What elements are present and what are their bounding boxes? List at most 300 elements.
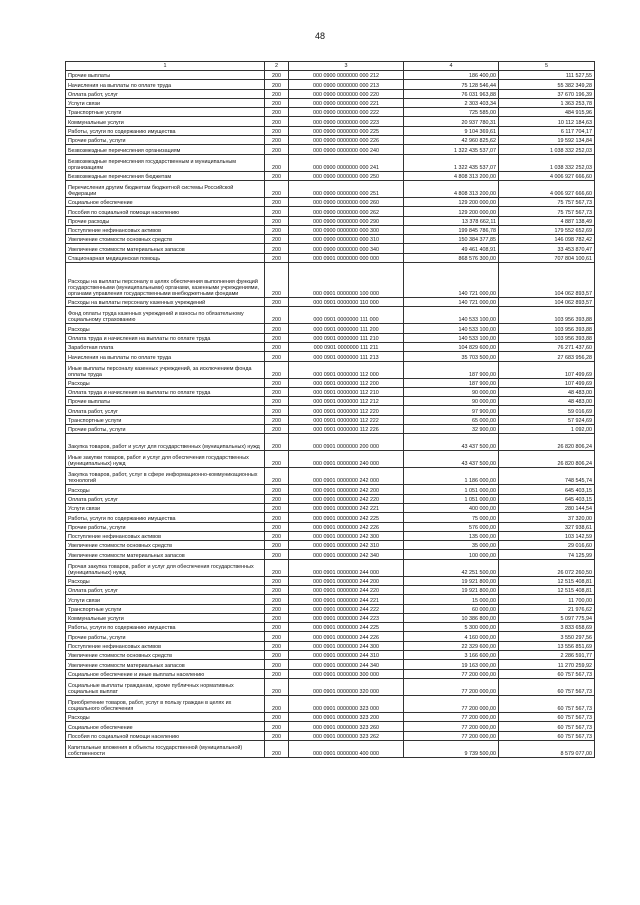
row-kbk: 000 0901 0000000 242 220 bbox=[289, 494, 404, 503]
row-code: 200 bbox=[265, 559, 289, 576]
table-row bbox=[66, 468, 595, 485]
row-value-actual: 146 098 782,42 bbox=[499, 235, 595, 244]
row-value-plan: 140 721 000,00 bbox=[404, 298, 499, 307]
row-code: 200 bbox=[265, 641, 289, 650]
row-value-actual: 60 757 567,73 bbox=[499, 722, 595, 731]
row-code: 200 bbox=[265, 550, 289, 559]
row-value-actual: 1 038 332 252,03 bbox=[499, 154, 595, 171]
row-kbk: 000 0901 0000000 242 000 bbox=[289, 468, 404, 485]
row-value-actual: 76 271 437,60 bbox=[499, 342, 595, 351]
row-kbk: 000 0900 0000000 000 251 bbox=[289, 180, 404, 197]
row-value-actual: 645 403,15 bbox=[499, 485, 595, 494]
row-value-plan: 15 000,00 bbox=[404, 595, 499, 604]
row-value-plan: 60 000,00 bbox=[404, 604, 499, 613]
row-kbk: 000 0900 0000000 000 241 bbox=[289, 154, 404, 171]
table-row bbox=[66, 695, 595, 712]
row-value-actual: 707 804 100,61 bbox=[499, 253, 595, 262]
row-value-actual: 26 820 806,24 bbox=[499, 451, 595, 468]
row-code: 200 bbox=[265, 307, 289, 324]
row-value-plan: 576 000,00 bbox=[404, 522, 499, 531]
row-code: 200 bbox=[265, 613, 289, 622]
row-value-actual: 2 286 591,77 bbox=[499, 651, 595, 660]
row-code: 200 bbox=[265, 434, 289, 451]
table-row bbox=[66, 503, 595, 512]
row-value-actual: 60 757 567,73 bbox=[499, 695, 595, 712]
row-code: 200 bbox=[265, 513, 289, 522]
table-row bbox=[66, 108, 595, 117]
row-value-actual: 37 320,00 bbox=[499, 513, 595, 522]
row-kbk: 000 0901 0000000 242 221 bbox=[289, 503, 404, 512]
table-header bbox=[66, 62, 595, 71]
row-kbk: 000 0900 0000000 000 220 bbox=[289, 89, 404, 98]
row-value-plan: 90 000,00 bbox=[404, 387, 499, 396]
row-kbk: 000 0900 0000000 000 240 bbox=[289, 145, 404, 154]
row-value-plan: 4 808 313 200,00 bbox=[404, 180, 499, 197]
row-name: Капитальные вложения в объекты государственной (муниципальной) собственности bbox=[66, 740, 265, 757]
table-row bbox=[66, 415, 595, 424]
table-row bbox=[66, 731, 595, 740]
row-name: Расходы bbox=[66, 324, 265, 333]
table-row bbox=[66, 451, 595, 468]
row-value-plan: 129 200 000,00 bbox=[404, 197, 499, 206]
row-kbk: 000 0901 0000000 244 225 bbox=[289, 623, 404, 632]
row-value-plan: 75 128 546,44 bbox=[404, 80, 499, 89]
row-code: 200 bbox=[265, 541, 289, 550]
table-row bbox=[66, 494, 595, 503]
table-row bbox=[66, 604, 595, 613]
row-name: Закупка товаров, работ и услуг для государственных (муниципальных) нужд bbox=[66, 434, 265, 451]
row-value-actual: 12 515 408,81 bbox=[499, 585, 595, 594]
row-value-plan: 19 921 800,00 bbox=[404, 585, 499, 594]
row-code: 200 bbox=[265, 712, 289, 721]
row-name: Расходы на выплаты персоналу казенных учреждений bbox=[66, 298, 265, 307]
row-name: Безвозмездные перечисления организациям bbox=[66, 145, 265, 154]
row-kbk: 000 0901 0000000 240 000 bbox=[289, 451, 404, 468]
row-code: 200 bbox=[265, 71, 289, 80]
row-name: Оплата работ, услуг bbox=[66, 585, 265, 594]
row-kbk: 000 0901 0000000 242 200 bbox=[289, 485, 404, 494]
table-row bbox=[66, 641, 595, 650]
table-row bbox=[66, 71, 595, 80]
row-name: Транспортные услуги bbox=[66, 108, 265, 117]
row-code: 200 bbox=[265, 235, 289, 244]
table-row bbox=[66, 225, 595, 234]
row-code: 200 bbox=[265, 361, 289, 378]
row-kbk: 000 0901 0000000 111 211 bbox=[289, 342, 404, 351]
row-code: 200 bbox=[265, 585, 289, 594]
row-value-actual: 11 700,00 bbox=[499, 595, 595, 604]
table-row bbox=[66, 333, 595, 342]
row-code: 200 bbox=[265, 80, 289, 89]
row-value-plan: 77 200 000,00 bbox=[404, 722, 499, 731]
row-kbk: 000 0901 0000000 244 223 bbox=[289, 613, 404, 622]
row-name: Коммунальные услуги bbox=[66, 613, 265, 622]
row-code: 200 bbox=[265, 468, 289, 485]
row-code: 200 bbox=[265, 660, 289, 669]
row-name: Иные закупки товаров, работ и услуг для обеспечения государственных (муниципальных) нужд bbox=[66, 451, 265, 468]
row-name: Прочие выплаты bbox=[66, 71, 265, 80]
row-code: 200 bbox=[265, 722, 289, 731]
row-value-plan: 97 900,00 bbox=[404, 406, 499, 415]
row-name: Расходы bbox=[66, 576, 265, 585]
table-row bbox=[66, 387, 595, 396]
row-code: 200 bbox=[265, 352, 289, 361]
row-code: 200 bbox=[265, 136, 289, 145]
table-row bbox=[66, 541, 595, 550]
row-code: 200 bbox=[265, 378, 289, 387]
row-kbk: 000 0900 0000000 000 222 bbox=[289, 108, 404, 117]
table-row bbox=[66, 559, 595, 576]
row-name: Прочие работы, услуги bbox=[66, 136, 265, 145]
row-code: 200 bbox=[265, 145, 289, 154]
row-kbk: 000 0900 0000000 000 225 bbox=[289, 126, 404, 135]
row-code: 200 bbox=[265, 406, 289, 415]
row-kbk: 000 0901 0000000 300 000 bbox=[289, 669, 404, 678]
row-name: Оплата труда и начисления на выплаты по оплате труда bbox=[66, 333, 265, 342]
table-row bbox=[66, 126, 595, 135]
row-kbk: 000 0900 0000000 000 340 bbox=[289, 244, 404, 253]
row-code: 200 bbox=[265, 244, 289, 253]
row-value-plan: 140 533 100,00 bbox=[404, 324, 499, 333]
row-kbk: 000 0901 0000000 111 200 bbox=[289, 324, 404, 333]
row-value-actual: 484 915,96 bbox=[499, 108, 595, 117]
row-kbk: 000 0901 0000000 323 262 bbox=[289, 731, 404, 740]
table-row bbox=[66, 361, 595, 378]
row-code: 200 bbox=[265, 632, 289, 641]
row-name: Оплата труда и начисления на выплаты по оплате труда bbox=[66, 387, 265, 396]
row-name: Прочие расходы bbox=[66, 216, 265, 225]
table-row bbox=[66, 585, 595, 594]
row-value-actual: 59 016,69 bbox=[499, 406, 595, 415]
row-value-plan: 9 104 369,61 bbox=[404, 126, 499, 135]
row-value-actual: 280 144,54 bbox=[499, 503, 595, 512]
row-name: Перечисления другим бюджетам бюджетной системы Российской Федерации bbox=[66, 180, 265, 197]
row-kbk: 000 0900 0000000 000 221 bbox=[289, 98, 404, 107]
row-value-plan: 77 200 000,00 bbox=[404, 731, 499, 740]
row-value-actual: 4 887 138,49 bbox=[499, 216, 595, 225]
row-value-actual: 75 757 567,73 bbox=[499, 197, 595, 206]
row-kbk: 000 0900 0000000 000 260 bbox=[289, 197, 404, 206]
row-value-actual: 3 550 297,56 bbox=[499, 632, 595, 641]
row-value-actual: 55 382 349,28 bbox=[499, 80, 595, 89]
row-value-actual: 104 062 893,57 bbox=[499, 298, 595, 307]
row-kbk: 000 0901 0000000 112 200 bbox=[289, 378, 404, 387]
row-value-plan: 3 166 600,00 bbox=[404, 651, 499, 660]
row-code: 200 bbox=[265, 531, 289, 540]
row-code: 200 bbox=[265, 387, 289, 396]
row-value-actual: 60 757 567,73 bbox=[499, 731, 595, 740]
row-value-plan: 77 200 000,00 bbox=[404, 712, 499, 721]
row-value-plan: 19 163 000,00 bbox=[404, 660, 499, 669]
row-name: Безвозмездные перечисления бюджетам bbox=[66, 171, 265, 180]
row-kbk: 000 0901 0000000 242 340 bbox=[289, 550, 404, 559]
row-value-actual: 19 592 134,84 bbox=[499, 136, 595, 145]
row-code: 200 bbox=[265, 263, 289, 298]
row-name: Увеличение стоимости материальных запасов bbox=[66, 244, 265, 253]
row-kbk: 000 0900 0000000 000 212 bbox=[289, 71, 404, 80]
table-row bbox=[66, 244, 595, 253]
row-value-actual: 75 757 567,73 bbox=[499, 207, 595, 216]
row-code: 200 bbox=[265, 98, 289, 107]
table-row bbox=[66, 485, 595, 494]
table-row bbox=[66, 298, 595, 307]
table-row bbox=[66, 669, 595, 678]
row-name: Увеличение стоимости материальных запасов bbox=[66, 660, 265, 669]
row-code: 200 bbox=[265, 740, 289, 757]
table-row bbox=[66, 378, 595, 387]
table-row bbox=[66, 522, 595, 531]
row-name: Прочие выплаты bbox=[66, 397, 265, 406]
row-code: 200 bbox=[265, 651, 289, 660]
row-kbk: 000 0900 0000000 000 226 bbox=[289, 136, 404, 145]
row-value-plan: 1 051 000,00 bbox=[404, 485, 499, 494]
header-col-4: 4 bbox=[404, 62, 499, 71]
row-value-plan: 4 160 000,00 bbox=[404, 632, 499, 641]
row-value-plan: 77 200 000,00 bbox=[404, 678, 499, 695]
row-code: 200 bbox=[265, 207, 289, 216]
row-code: 200 bbox=[265, 576, 289, 585]
row-name: Увеличение стоимости основных средств bbox=[66, 541, 265, 550]
table-row bbox=[66, 406, 595, 415]
row-kbk: 000 0901 0000000 112 000 bbox=[289, 361, 404, 378]
row-name: Начисления на выплаты по оплате труда bbox=[66, 80, 265, 89]
row-value-actual: 27 683 956,28 bbox=[499, 352, 595, 361]
row-name: Услуги связи bbox=[66, 98, 265, 107]
row-value-plan: 76 031 963,88 bbox=[404, 89, 499, 98]
row-value-plan: 187 900,00 bbox=[404, 361, 499, 378]
row-code: 200 bbox=[265, 397, 289, 406]
header-col-3: 3 bbox=[289, 62, 404, 71]
table-row bbox=[66, 397, 595, 406]
row-value-plan: 35 000,00 bbox=[404, 541, 499, 550]
row-value-plan: 5 300 000,00 bbox=[404, 623, 499, 632]
row-code: 200 bbox=[265, 253, 289, 262]
table-row bbox=[66, 623, 595, 632]
table-row bbox=[66, 531, 595, 540]
row-name: Прочие работы, услуги bbox=[66, 522, 265, 531]
row-code: 200 bbox=[265, 731, 289, 740]
row-value-actual: 48 483,00 bbox=[499, 387, 595, 396]
table-body bbox=[66, 71, 595, 758]
row-name: Безвозмездные перечисления государственным и муниципальным организациям bbox=[66, 154, 265, 171]
row-name: Коммунальные услуги bbox=[66, 117, 265, 126]
row-value-plan: 129 200 000,00 bbox=[404, 207, 499, 216]
row-value-plan: 868 576 300,00 bbox=[404, 253, 499, 262]
row-name: Прочие работы, услуги bbox=[66, 425, 265, 434]
row-value-actual: 3 833 658,69 bbox=[499, 623, 595, 632]
row-value-actual: 645 403,15 bbox=[499, 494, 595, 503]
row-kbk: 000 0901 0000000 323 200 bbox=[289, 712, 404, 721]
row-name: Транспортные услуги bbox=[66, 604, 265, 613]
table-row bbox=[66, 632, 595, 641]
row-value-actual: 104 062 893,57 bbox=[499, 263, 595, 298]
row-value-plan: 19 921 800,00 bbox=[404, 576, 499, 585]
row-kbk: 000 0901 0000000 000 000 bbox=[289, 253, 404, 262]
row-value-plan: 1 051 000,00 bbox=[404, 494, 499, 503]
row-name: Работы, услуги по содержанию имущества bbox=[66, 126, 265, 135]
row-name: Иные выплаты персоналу казенных учреждений, за исключением фонда оплаты труда bbox=[66, 361, 265, 378]
row-value-actual: 103 142,59 bbox=[499, 531, 595, 540]
row-value-plan: 187 900,00 bbox=[404, 378, 499, 387]
row-value-actual: 4 006 927 666,60 bbox=[499, 171, 595, 180]
row-name: Пособия по социальной помощи населению bbox=[66, 731, 265, 740]
row-name: Прочая закупка товаров, работ и услуг для обеспечения государственных (муниципальных) нужд bbox=[66, 559, 265, 576]
row-name: Увеличение стоимости материальных запасов bbox=[66, 550, 265, 559]
row-kbk: 000 0901 0000000 111 210 bbox=[289, 333, 404, 342]
row-code: 200 bbox=[265, 669, 289, 678]
row-code: 200 bbox=[265, 324, 289, 333]
row-value-plan: 1 322 435 537,07 bbox=[404, 154, 499, 171]
row-kbk: 000 0901 0000000 100 000 bbox=[289, 263, 404, 298]
row-value-plan: 32 900,00 bbox=[404, 425, 499, 434]
row-value-actual: 327 938,61 bbox=[499, 522, 595, 531]
row-name: Социальное обеспечение bbox=[66, 197, 265, 206]
header-col-2: 2 bbox=[265, 62, 289, 71]
row-value-plan: 90 000,00 bbox=[404, 397, 499, 406]
table-row bbox=[66, 98, 595, 107]
table-row bbox=[66, 136, 595, 145]
row-code: 200 bbox=[265, 503, 289, 512]
table-row bbox=[66, 154, 595, 171]
table-row bbox=[66, 180, 595, 197]
row-kbk: 000 0901 0000000 400 000 bbox=[289, 740, 404, 757]
row-kbk: 000 0901 0000000 112 220 bbox=[289, 406, 404, 415]
row-value-plan: 135 000,00 bbox=[404, 531, 499, 540]
row-value-plan: 9 739 500,00 bbox=[404, 740, 499, 757]
row-code: 200 bbox=[265, 451, 289, 468]
row-kbk: 000 0901 0000000 323 000 bbox=[289, 695, 404, 712]
row-value-plan: 42 251 500,00 bbox=[404, 559, 499, 576]
row-name: Расходы на выплаты персоналу в целях обеспечения выполнения функций государственными (муниципальными) органами, казенными учреждениями, органами управления государственными внебюджетными фондами bbox=[66, 263, 265, 298]
row-code: 200 bbox=[265, 425, 289, 434]
row-value-actual: 179 552 652,69 bbox=[499, 225, 595, 234]
row-code: 200 bbox=[265, 485, 289, 494]
row-code: 200 bbox=[265, 342, 289, 351]
row-code: 200 bbox=[265, 522, 289, 531]
table-row bbox=[66, 651, 595, 660]
table-row bbox=[66, 550, 595, 559]
row-value-actual: 13 556 851,69 bbox=[499, 641, 595, 650]
table-row bbox=[66, 722, 595, 731]
row-value-actual: 21 976,62 bbox=[499, 604, 595, 613]
row-kbk: 000 0900 0000000 000 290 bbox=[289, 216, 404, 225]
row-name: Увеличение стоимости основных средств bbox=[66, 235, 265, 244]
row-code: 200 bbox=[265, 197, 289, 206]
row-value-plan: 10 386 800,00 bbox=[404, 613, 499, 622]
row-code: 200 bbox=[265, 89, 289, 98]
row-value-actual: 60 757 567,73 bbox=[499, 712, 595, 721]
row-value-plan: 150 384 377,85 bbox=[404, 235, 499, 244]
row-code: 200 bbox=[265, 171, 289, 180]
row-code: 200 bbox=[265, 415, 289, 424]
row-name: Стационарная медицинская помощь bbox=[66, 253, 265, 262]
table-row bbox=[66, 145, 595, 154]
row-value-actual: 12 515 408,81 bbox=[499, 576, 595, 585]
row-value-plan: 2 303 403,34 bbox=[404, 98, 499, 107]
table-row bbox=[66, 613, 595, 622]
row-name: Приобретение товаров, работ, услуг в пользу граждан в целях их социального обеспечения bbox=[66, 695, 265, 712]
row-code: 200 bbox=[265, 333, 289, 342]
row-name: Поступление нефинансовых активов bbox=[66, 225, 265, 234]
row-kbk: 000 0901 0000000 244 222 bbox=[289, 604, 404, 613]
header-col-1: 1 bbox=[66, 62, 265, 71]
row-name: Оплата работ, услуг bbox=[66, 89, 265, 98]
row-kbk: 000 0901 0000000 244 310 bbox=[289, 651, 404, 660]
row-code: 200 bbox=[265, 298, 289, 307]
row-value-actual: 29 016,60 bbox=[499, 541, 595, 550]
row-name: Социальное обеспечение и иные выплаты населению bbox=[66, 669, 265, 678]
table-row bbox=[66, 740, 595, 757]
row-name: Поступление нефинансовых активов bbox=[66, 531, 265, 540]
row-kbk: 000 0900 0000000 000 300 bbox=[289, 225, 404, 234]
row-kbk: 000 0901 0000000 244 226 bbox=[289, 632, 404, 641]
row-code: 200 bbox=[265, 695, 289, 712]
row-value-plan: 400 000,00 bbox=[404, 503, 499, 512]
row-value-plan: 43 437 500,00 bbox=[404, 434, 499, 451]
row-value-actual: 26 072 260,50 bbox=[499, 559, 595, 576]
row-kbk: 000 0901 0000000 244 220 bbox=[289, 585, 404, 594]
table-row bbox=[66, 207, 595, 216]
row-value-actual: 33 453 870,47 bbox=[499, 244, 595, 253]
row-code: 200 bbox=[265, 494, 289, 503]
row-kbk: 000 0901 0000000 112 210 bbox=[289, 387, 404, 396]
row-code: 200 bbox=[265, 126, 289, 135]
table-row bbox=[66, 342, 595, 351]
table-row bbox=[66, 253, 595, 262]
table-row bbox=[66, 712, 595, 721]
header-row bbox=[66, 62, 595, 71]
row-kbk: 000 0901 0000000 242 225 bbox=[289, 513, 404, 522]
page-number: 48 bbox=[314, 31, 325, 41]
row-value-actual: 57 924,69 bbox=[499, 415, 595, 424]
row-name: Заработная плата bbox=[66, 342, 265, 351]
row-name: Поступление нефинансовых активов bbox=[66, 641, 265, 650]
row-value-plan: 1 186 000,00 bbox=[404, 468, 499, 485]
row-name: Расходы bbox=[66, 485, 265, 494]
row-value-actual: 11 270 259,92 bbox=[499, 660, 595, 669]
row-name: Оплата работ, услуг bbox=[66, 494, 265, 503]
table-row bbox=[66, 216, 595, 225]
budget-table bbox=[65, 61, 595, 758]
row-value-plan: 199 845 786,78 bbox=[404, 225, 499, 234]
table-row bbox=[66, 235, 595, 244]
row-value-actual: 26 820 806,24 bbox=[499, 434, 595, 451]
row-kbk: 000 0900 0000000 000 223 bbox=[289, 117, 404, 126]
row-code: 200 bbox=[265, 216, 289, 225]
row-name: Работы, услуги по содержанию имущества bbox=[66, 623, 265, 632]
row-value-actual: 1 363 253,78 bbox=[499, 98, 595, 107]
row-name: Расходы bbox=[66, 378, 265, 387]
table-row bbox=[66, 513, 595, 522]
row-code: 200 bbox=[265, 108, 289, 117]
row-kbk: 000 0901 0000000 200 000 bbox=[289, 434, 404, 451]
row-kbk: 000 0901 0000000 320 000 bbox=[289, 678, 404, 695]
row-value-plan: 140 533 100,00 bbox=[404, 307, 499, 324]
row-value-plan: 13 378 662,11 bbox=[404, 216, 499, 225]
row-value-actual: 103 956 393,88 bbox=[499, 333, 595, 342]
header-col-5: 5 bbox=[499, 62, 595, 71]
row-value-plan: 725 585,00 bbox=[404, 108, 499, 117]
row-name: Расходы bbox=[66, 712, 265, 721]
row-code: 200 bbox=[265, 595, 289, 604]
table-row bbox=[66, 80, 595, 89]
row-name: Пособия по социальной помощи населению bbox=[66, 207, 265, 216]
row-value-actual: 103 956 393,88 bbox=[499, 307, 595, 324]
row-value-plan: 43 437 500,00 bbox=[404, 451, 499, 468]
row-value-actual: 60 757 567,73 bbox=[499, 669, 595, 678]
row-value-plan: 4 808 313 200,00 bbox=[404, 171, 499, 180]
row-value-actual: 5 097 775,94 bbox=[499, 613, 595, 622]
